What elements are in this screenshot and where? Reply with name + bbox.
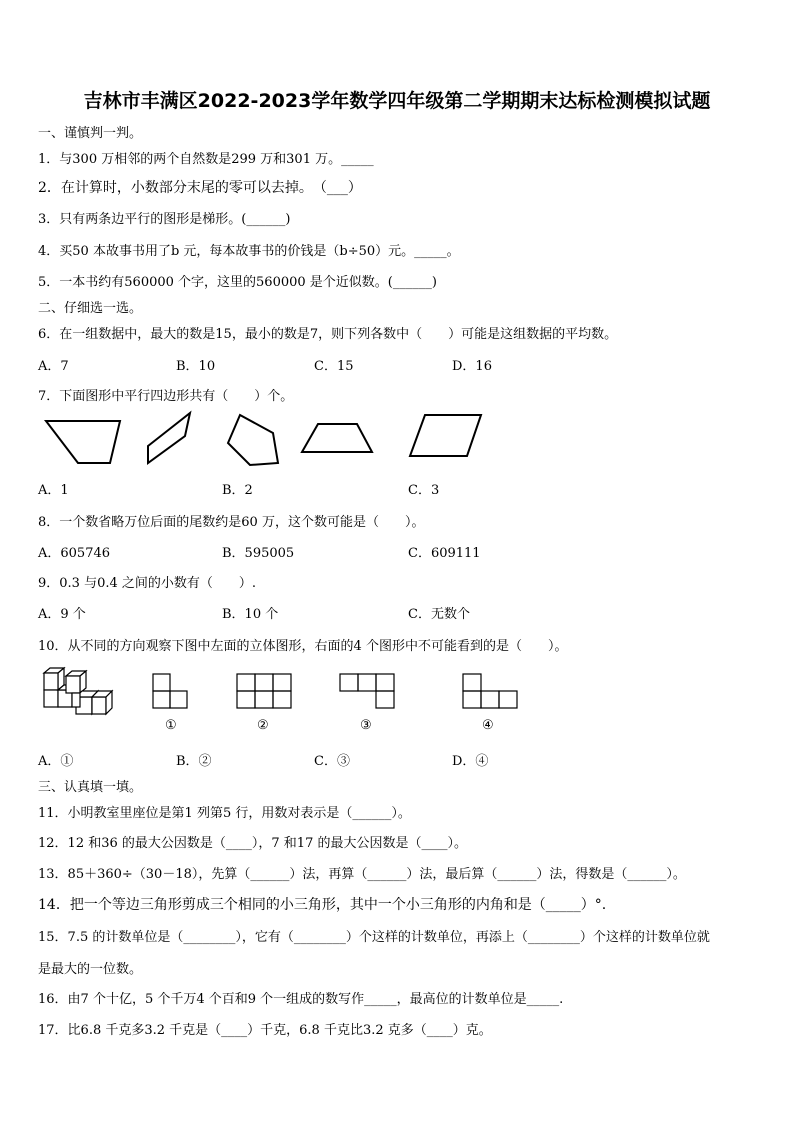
question-4: 4．买50 本故事书用了b 元，每本故事书的价钱是（b÷50）元。_____。 [38, 244, 460, 259]
q6-option-a[interactable]: A．7 [38, 359, 69, 374]
q7-option-c[interactable]: C．3 [408, 483, 440, 498]
question-16: 16．由7 个十亿，5 个千万4 个百和9 个一组成的数写作_____，最高位的计数单位是_____. [38, 992, 564, 1007]
q6-option-c[interactable]: C．15 [314, 359, 354, 374]
shape-parallelogram-tilted [148, 413, 190, 463]
view-caption-4: ④ [482, 718, 494, 733]
question-1: 1．与300 万相邻的两个自然数是299 万和301 万。_____ [38, 152, 374, 167]
question-12: 12．12 和36 的最大公因数是（____），7 和17 的最大公因数是（____）。 [38, 836, 467, 851]
q9-option-c[interactable]: C．无数个 [408, 607, 470, 622]
q10-figures [0, 664, 794, 724]
question-3: 3．只有两条边平行的图形是梯形。(______) [38, 212, 291, 227]
question-15-continued: 是最大的一位数。 [38, 962, 143, 977]
q9-option-b[interactable]: B．10 个 [222, 607, 279, 622]
q10-option-b[interactable]: B．② [176, 754, 212, 769]
q7-option-b[interactable]: B．2 [222, 483, 253, 498]
view-option-4 [463, 674, 517, 708]
view-option-3 [340, 674, 394, 708]
view-option-2 [237, 674, 291, 708]
q8-option-b[interactable]: B．595005 [222, 546, 295, 561]
q10-option-c[interactable]: C．③ [314, 754, 350, 769]
section-heading-2: 二、仔细选一选。 [38, 301, 143, 316]
question-17: 17．比6.8 千克多3.2 千克是（____）千克，6.8 千克比3.2 克多（____）克。 [38, 1023, 492, 1038]
view-caption-2: ② [257, 718, 269, 733]
question-6: 6．在一组数据中，最大的数是15，最小的数是7，则下列各数中（ ）可能是这组数据的平均数。 [38, 327, 618, 342]
3d-cube-figure [44, 668, 112, 714]
question-8: 8．一个数省略万位后面的尾数约是60 万，这个数可能是（ ）。 [38, 515, 425, 530]
q10-option-a[interactable]: A．① [38, 754, 74, 769]
question-5: 5．一本书约有560000 个字，这里的560000 是个近似数。(______) [38, 275, 437, 290]
section-heading-3: 三、认真填一填。 [38, 780, 143, 795]
question-10: 10．从不同的方向观察下图中左面的立体图形，右面的4 个图形中不可能看到的是（ ）。 [38, 639, 568, 654]
shape-parallelogram [410, 415, 481, 456]
q6-option-d[interactable]: D．16 [452, 359, 492, 374]
question-7: 7．下面图形中平行四边形共有（ ）个。 [38, 389, 294, 404]
page-title: 吉林市丰满区2022-2023学年数学四年级第二学期期末达标检测模拟试题 [83, 90, 711, 112]
shape-trapezoid [302, 424, 372, 452]
question-11: 11．小明教室里座位是第1 列第5 行，用数对表示是（______）。 [38, 806, 411, 821]
question-2: 2．在计算时，小数部分末尾的零可以去掉。 （___） [38, 180, 362, 196]
q6-option-b[interactable]: B．10 [176, 359, 216, 374]
question-14: 14．把一个等边三角形剪成三个相同的小三角形，其中一个小三角形的内角和是（_____）°. [38, 897, 607, 913]
view-caption-1: ① [165, 718, 177, 733]
view-option-1 [153, 674, 187, 708]
question-13: 13．85＋360÷（30－18），先算（______）法，再算（______）法，最后算（______）法，得数是（______）。 [38, 867, 686, 882]
question-9: 9．0.3 与0.4 之间的小数有（ ）. [38, 576, 257, 591]
shape-pentagon [228, 415, 278, 465]
q8-option-c[interactable]: C．609111 [408, 546, 481, 561]
q8-option-a[interactable]: A．605746 [38, 546, 111, 561]
q7-option-a[interactable]: A．1 [38, 483, 69, 498]
q7-shapes-figure [0, 408, 794, 468]
q9-option-a[interactable]: A．9 个 [38, 607, 86, 622]
q10-option-d[interactable]: D．④ [452, 754, 489, 769]
section-heading-1: 一、谨慎判一判。 [38, 126, 143, 141]
question-15: 15．7.5 的计数单位是（________），它有（________）个这样的计数单位，再添上（________）个这样的计数单位就 [38, 930, 710, 945]
view-caption-3: ③ [360, 718, 372, 733]
shape-trapezoid-irregular [46, 421, 120, 463]
